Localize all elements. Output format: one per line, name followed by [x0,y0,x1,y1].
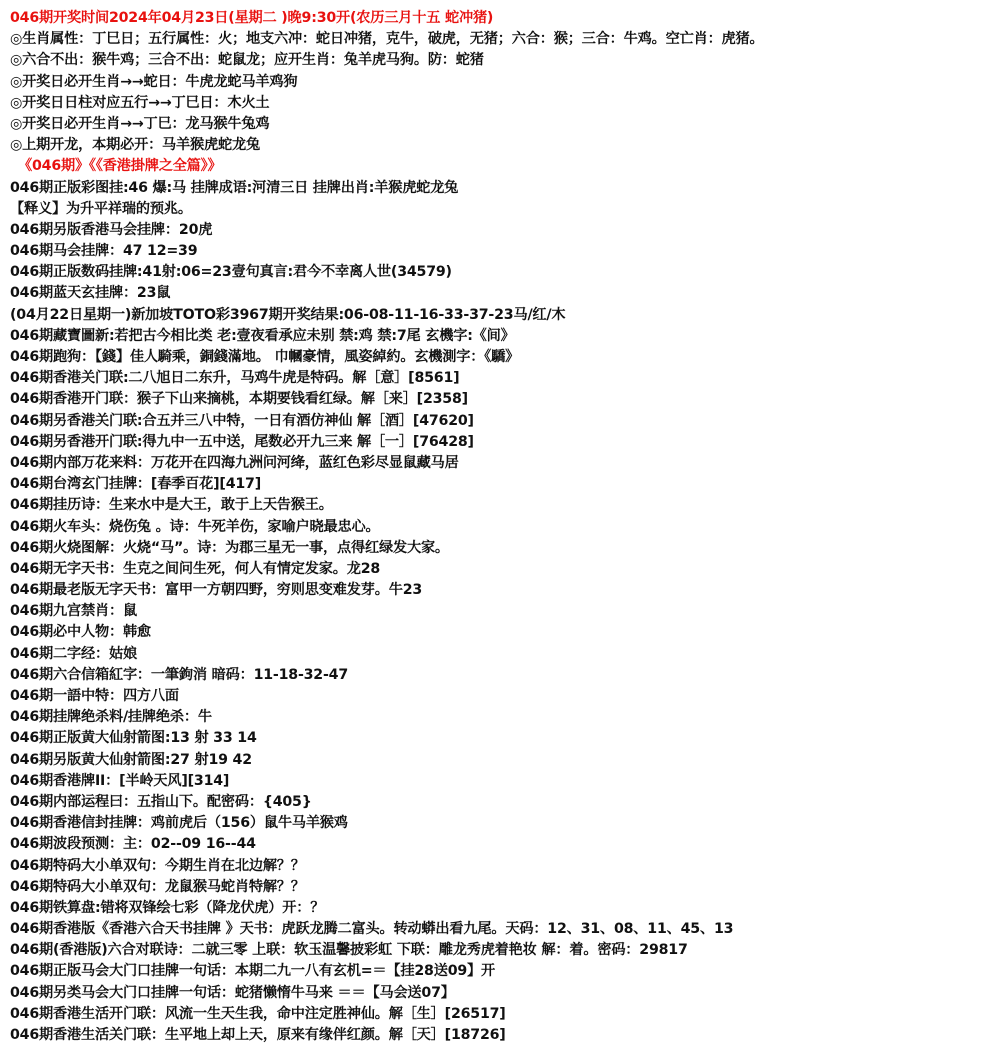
entry-line: 046期马会挂牌：47 12=39 [10,243,198,260]
entry-line: 046期九宫禁肖：鼠 [10,603,137,620]
entry-line: 046期挂历诗：生来水中是大王，敢于上天告猴王。 [10,497,333,514]
entry-line: 046期火烧图解：火烧“马”。诗：为郡三星无一事，点得红绿发大家。 [10,539,449,556]
entry-line: 046期(香港版)六合对联诗：二就三零 上联：软玉温馨披彩虹 下联：雕龙秀虎着艳妆 解：着。密码：29817 [10,942,688,959]
entry-line: 046期六合信箱紅字：一筆鉤消 暗码：11-18-32-47 [10,666,349,683]
entry-line: 046期内部运程曰：五指山下。配密码：{405} [10,793,312,810]
entry-line: 046期火车头：烧伤兔 。诗：牛死羊伤，家喻户晓最忠心。 [10,518,380,535]
entry-line: 046期另类马会大门口挂牌一句话：蛇猪懒惰牛马来 ＝＝【马会送07】 [10,984,455,1001]
entry-line: (04月22日星期一)新加坡TOTO彩3967期开奖结果:06-08-11-16-33-37-23马/红/木 [10,306,566,323]
entry-line: 046期跑狗：【錢】佳人騎乘，銅錢滿地。 巾幗豪情，風姿綽約。玄機測字：《驕》 [10,349,520,365]
day-pillar-elements-line: ◎开奖日日柱对应五行→→丁巳日：木火土 [10,94,270,111]
entry-line: 046期香港生活开门联：风流一生天生我，命中注定胜神仙。解［生］[26517] [10,1005,506,1022]
entry-line: 046期藏寶圖新:若把古今相比类 老:壹夜看承应未别 禁:鸡 禁:7尾 玄機字:《间》 [10,327,515,344]
entry-line: 046期正版数码挂牌:41射:06=23壹句真言:君今不幸离人世(34579) [10,264,452,281]
entry-line: 046期二字经：姑娘 [10,645,137,662]
entry-line: 046期另香港开门联:得九中一五中送，尾数必开九三来 解［一］[76428] [10,433,474,450]
entry-line: 046期另版香港马会挂牌：20虎 [10,221,213,238]
entry-line: 046期香港生活关门联：生平地上却上天，原来有缘伴红颜。解［天］[18726] [10,1027,506,1043]
must-open-dingsi-line: ◎开奖日必开生肖→→丁巳：龙马猴牛兔鸡 [10,115,270,132]
entry-line: 046期香港牌II：[半岭天风][314] [10,772,230,789]
entry-line: 【释义】为升平祥瑞的预兆。 [10,200,192,217]
section-heading: 《046期》《《香港掛牌之全篇》》 [18,158,222,175]
entry-line: 046期另香港关门联:合五并三八中特，一日有酒仿神仙 解［酒］[47620] [10,412,474,429]
entry-line: 046期特码大小单双句：今期生肖在北边解？？ [10,857,305,874]
entry-line: 046期香港开门联：猴子下山来摘桃，本期要钱看红绿。解［来］[2358] [10,391,468,408]
entry-line: 046期蓝天玄挂牌：23鼠 [10,285,171,302]
liuhe-line: ◎六合不出：猴牛鸡；三合不出：蛇鼠龙；应开生肖：兔羊虎马狗。防：蛇猪 [10,52,484,69]
entry-line: 046期波段预测：主：02--09 16--44 [10,836,256,853]
must-open-snake-day-line: ◎开奖日必开生肖→→蛇日：牛虎龙蛇马羊鸡狗 [10,73,298,90]
entry-line: 046期内部万花来料：万花开在四海九洲问河绛，蓝红色彩尽显鼠藏马居 [10,454,459,471]
entry-line: 046期特码大小单双句：龙鼠猴马蛇肖特解？？ [10,878,305,895]
entry-line: 046期无字天书：生克之间问生死，何人有情定发家。龙28 [10,560,381,577]
entry-line: 046期必中人物：韩愈 [10,624,151,641]
entry-line: 046期台湾玄门挂牌：[春季百花][417] [10,476,262,493]
entry-line: 046期铁算盘:错将双锋绘七彩（降龙伏虎）开：？ [10,899,325,916]
entry-line: 046期另版黄大仙射箭图:27 射19 42 [10,751,252,768]
entry-line: 046期挂牌绝杀料/挂牌绝杀：牛 [10,709,212,726]
entry-line: 046期一語中特：四方八面 [10,688,179,704]
zodiac-attributes-line: ◎生肖属性：丁巳日；五行属性：火；地支六冲：蛇日冲猪，克牛，破虎，无猪；六合：猴；三合：牛鸡。空亡肖：虎猪。 [10,31,764,48]
entry-line: 046期正版黄大仙射箭图:13 射 33 14 [10,730,257,747]
last-period-line: ◎上期开龙，本期必开：马羊猴虎蛇龙兔 [10,137,260,154]
entry-line: 046期最老版无字天书：富甲一方朝四野，穷则思变难发芽。牛23 [10,582,423,599]
entry-line: 046期香港版《香港六合天书挂牌 》天书：虎跃龙腾二富头。转动蟒出看九尾。天码：12、31、08、11、45、13 [10,921,734,938]
entry-line: 046期正版马会大门口挂牌一句话：本期二九一八有玄机=＝【挂28送09】开 [10,963,496,980]
entry-line: 046期香港关门联:二八旭日二东升，马鸡牛虎是特码。解［意］[8561] [10,370,460,387]
entry-line: 046期正版彩图挂:46 爆:马 挂牌成语:河清三日 挂牌出肖:羊猴虎蛇龙兔 [10,179,459,196]
entry-line: 046期香港信封挂牌：鸡前虎后（156）鼠牛马羊猴鸡 [10,815,348,832]
draw-time-title: 046期开奖时间2024年04月23日(星期二 )晚9:30开(农历三月十五 蛇冲猪) [10,10,494,26]
